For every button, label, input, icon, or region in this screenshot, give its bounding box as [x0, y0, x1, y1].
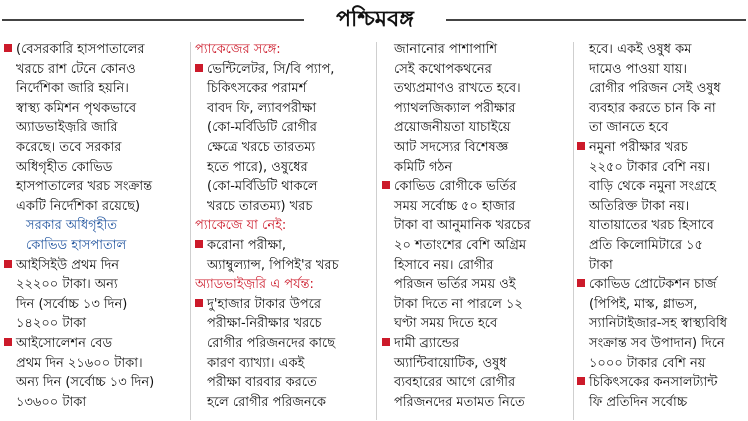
line-text: কারণ ব্যাখ্যা। একই: [207, 355, 305, 371]
body-text-line: [382, 79, 570, 99]
line-text: খরচে রাশ টেনে কোনও: [16, 61, 136, 77]
line-text: চিকিৎসকের কনসালট্যান্ট: [589, 375, 718, 391]
body-text-line: [382, 334, 570, 354]
line-text: কোভিড প্রোটেকশন চার্জ: [589, 277, 717, 293]
line-text: ২০ শতাংশের বেশি অগ্রিম: [394, 237, 527, 253]
article-column-4: [577, 40, 747, 420]
line-text: হাসপাতালের খরচ সংক্রান্ত: [16, 179, 153, 195]
body-text-line: [195, 99, 372, 119]
line-text: ভেন্টিলেটর, সি/বি প্যাপ,: [207, 61, 335, 77]
line-text: বাবদ ফি, ল্যাবপরীক্ষা: [207, 100, 317, 116]
line-text: আইসিইউ প্রথম দিন: [16, 257, 120, 273]
body-text-line: [4, 256, 187, 276]
body-text-line: [4, 40, 187, 60]
body-text-line: [4, 60, 187, 80]
section-title: পশ্চিমবঙ্গ: [336, 6, 414, 32]
body-text-line: [382, 118, 570, 138]
line-text: করেছে। তবে সরকার: [16, 139, 122, 155]
line-text: অ্যাডভাইজ়রি এ পর্যন্ত:: [195, 277, 314, 293]
body-text-line: [577, 314, 747, 334]
line-text: ১৪২০০ টাকা: [16, 316, 87, 332]
body-text-line: [382, 177, 570, 197]
article-column-1: [4, 40, 187, 420]
body-text-line: [195, 236, 372, 256]
body-text-line: [195, 295, 372, 315]
line-text: পরিজন ভর্তির সময় ওই: [394, 277, 516, 293]
body-text-line: [382, 314, 570, 334]
body-text-line: [4, 197, 187, 217]
bullet-square-icon: [4, 260, 12, 268]
line-text: ১৩৬০০ টাকা: [16, 394, 87, 410]
body-text-line: [577, 99, 747, 119]
body-text-line: [195, 197, 372, 217]
body-text-line: [382, 275, 570, 295]
line-text: আইসোলেশন বেড: [16, 335, 113, 351]
line-text: (কো-মর্বিডিটি রোগীর: [207, 120, 317, 136]
bullet-square-icon: [195, 240, 203, 248]
sub-heading: [195, 216, 372, 236]
line-text: প্যাকেজে যা নেই:: [195, 218, 287, 234]
body-text-line: [4, 334, 187, 354]
body-text-line: [577, 334, 747, 354]
line-text: দামী ব্র্যান্ডের: [394, 335, 460, 351]
line-text: অন্য দিন (সর্বোচ্চ ১৩ দিন): [16, 375, 155, 391]
article-column-2: [195, 40, 372, 420]
line-text: আট সদস্যের বিশেষজ্ঞ: [394, 139, 509, 155]
column-divider: [376, 42, 377, 420]
body-text-line: [4, 393, 187, 413]
body-text-line: [382, 40, 570, 60]
body-text-line: [382, 354, 570, 374]
highlighted-caption: [4, 236, 187, 256]
body-text-line: [382, 236, 570, 256]
line-text: দু'হাজার টাকার উপরে: [207, 296, 322, 312]
line-text: প্রতি কিলোমিটারে ১৫: [589, 237, 703, 253]
bullet-square-icon: [4, 44, 12, 52]
sub-heading: [195, 40, 372, 60]
line-text: ২২৫০ টাকার বেশি নয়।: [589, 159, 711, 175]
sub-heading: [195, 275, 372, 295]
body-text-line: [577, 177, 747, 197]
line-text: প্রয়োজনীয়তা যাচাইয়ে: [394, 120, 511, 136]
line-text: দিন (সর্বোচ্চ ১৩ দিন): [16, 296, 128, 312]
line-text: টাকা দিতে না পারলে ১২: [394, 296, 523, 312]
body-text-line: [4, 118, 187, 138]
line-text: হলে রোগীর পরিজনকে: [207, 394, 326, 410]
line-text: করোনা পরীক্ষা,: [207, 237, 287, 253]
body-text-line: [382, 295, 570, 315]
bullet-square-icon: [4, 338, 12, 346]
body-text-line: [4, 295, 187, 315]
line-text: জানানোর পাশাপাশি: [394, 42, 498, 57]
line-text: অতিরিক্ত টাকা নয়।: [589, 198, 690, 214]
body-text-line: [195, 393, 372, 413]
line-text: সংক্রান্ত সব উপাদান) দিনে: [589, 335, 725, 351]
body-text-line: [382, 197, 570, 217]
line-text: ২২২০০ টাকা। অন্য: [16, 277, 118, 293]
body-text-line: [577, 118, 747, 138]
body-text-line: [577, 138, 747, 158]
line-text: ক্ষেত্রে খরচে তারতম্য: [207, 139, 316, 155]
body-text-line: [4, 158, 187, 178]
line-text: খরচে তারতম্য) খরচ: [207, 198, 313, 214]
body-text-line: [382, 138, 570, 158]
line-text: ১০০০ টাকার বেশি নয়: [589, 355, 706, 371]
line-text: রোগীর পরিজনদের কাছে: [207, 335, 336, 351]
line-text: ঘণ্টা সময় দিতে হবে: [394, 316, 498, 332]
bullet-square-icon: [382, 338, 390, 346]
line-text: বাড়ি থেকে নমুনা সংগ্রহে: [589, 179, 716, 195]
article-column-3: [382, 40, 570, 420]
line-text: পরীক্ষা বারবার করতে: [207, 375, 317, 391]
body-text-line: [195, 256, 372, 276]
highlighted-caption: [4, 216, 187, 236]
line-text: প্যাকেজের সঙ্গে:: [195, 42, 281, 57]
line-text: কোভিড হাসপাতাল: [26, 237, 127, 253]
line-text: স্যানিটাইজার-সহ স্বাস্থ্যবিধি: [589, 316, 728, 332]
body-text-line: [382, 393, 570, 413]
line-text: অ্যান্টিবায়োটিক, ওষুধ: [394, 355, 507, 371]
body-text-line: [577, 354, 747, 374]
column-divider: [573, 42, 574, 420]
body-text-line: [577, 393, 747, 413]
line-text: ফি প্রতিদিন সর্বোচ্চ: [589, 394, 688, 410]
body-text-line: [4, 354, 187, 374]
body-text-line: [577, 373, 747, 393]
line-text: হতে পারে), ওষুধের: [207, 159, 308, 175]
body-text-line: [195, 354, 372, 374]
body-text-line: [577, 40, 747, 60]
body-text-line: [195, 79, 372, 99]
column-divider: [190, 42, 191, 420]
body-text-line: [577, 275, 747, 295]
line-text: টাকা বা আনুমানিক খরচের: [394, 218, 531, 234]
line-text: সেই কথোপকথনের: [394, 61, 492, 77]
body-text-line: [4, 79, 187, 99]
bullet-square-icon: [195, 299, 203, 307]
line-text: অ্যাম্বুল্যান্স, পিপিই'র খরচ: [207, 257, 339, 273]
line-text: কমিটি গঠন: [394, 159, 453, 175]
bullet-square-icon: [577, 377, 585, 385]
body-text-line: [577, 256, 747, 276]
line-text: অধিগৃহীত কোভিড: [16, 159, 113, 175]
line-text: (কো-মর্বিডিটি থাকলে: [207, 179, 318, 195]
line-text: দামেও পাওয়া যায়।: [589, 61, 688, 77]
line-text: সময় সর্বোচ্চ ৫০ হাজার: [394, 198, 516, 214]
line-text: ব্যবহার করতে চান কি না: [589, 100, 716, 116]
body-text-line: [4, 275, 187, 295]
bullet-square-icon: [577, 142, 585, 150]
body-text-line: [4, 138, 187, 158]
line-text: একটি নির্দেশিকা রয়েছে): [16, 198, 141, 214]
line-text: প্যাথলজিক্যাল পরীক্ষার: [394, 100, 516, 116]
body-text-line: [195, 118, 372, 138]
line-text: রোগীর পরিজন সেই ওষুধ: [589, 81, 721, 97]
body-text-line: [195, 334, 372, 354]
line-text: পরীক্ষা-নিরীক্ষার খরচে: [207, 316, 322, 332]
line-text: পরিজনদের মতামত নিতে: [394, 394, 525, 410]
body-text-line: [382, 158, 570, 178]
line-text: তথ্যপ্রমাণও রাখতে হবে।: [394, 81, 521, 97]
line-text: চিকিৎসকের পরামর্শ: [207, 81, 307, 97]
body-text-line: [577, 79, 747, 99]
body-text-line: [195, 138, 372, 158]
body-text-line: [195, 373, 372, 393]
body-text-line: [577, 197, 747, 217]
body-text-line: [382, 373, 570, 393]
bullet-square-icon: [195, 64, 203, 72]
body-text-line: [382, 60, 570, 80]
line-text: নমুনা পরীক্ষার খরচ: [589, 139, 688, 155]
line-text: তা জানতে হবে: [589, 120, 669, 136]
line-text: টাকা: [589, 257, 613, 273]
line-text: প্রথম দিন ২১৬০০ টাকা।: [16, 355, 143, 371]
body-text-line: [577, 216, 747, 236]
body-text-line: [195, 158, 372, 178]
body-text-line: [382, 256, 570, 276]
line-text: স্বাস্থ্য কমিশন পৃথকভাবে: [16, 100, 137, 116]
body-text-line: [195, 60, 372, 80]
masthead-rule-left: [2, 19, 304, 21]
body-text-line: [577, 158, 747, 178]
line-text: কোভিড রোগীকে ভর্তির: [394, 179, 517, 195]
bullet-square-icon: [577, 279, 585, 287]
body-text-line: [382, 216, 570, 236]
body-text-line: [382, 99, 570, 119]
line-text: হিসাবে নয়। রোগীর: [394, 257, 494, 273]
body-text-line: [4, 99, 187, 119]
line-text: যাতায়াতের খরচ হিসাবে: [589, 218, 714, 234]
body-text-line: [577, 60, 747, 80]
bullet-square-icon: [382, 181, 390, 189]
line-text: (বেসরকারি হাসপাতালের: [16, 42, 145, 57]
body-text-line: [577, 295, 747, 315]
section-masthead: [0, 0, 748, 38]
line-text: ব্যবহারের আগে রোগীর: [394, 375, 516, 391]
line-text: (পিপিই, মাস্ক, গ্লাভস,: [589, 296, 698, 312]
line-text: অ্যাডভাইজ়রি জারি: [16, 120, 118, 136]
body-text-line: [4, 373, 187, 393]
body-text-line: [195, 177, 372, 197]
body-text-line: [4, 177, 187, 197]
line-text: নির্দেশিকা জারি হয়নি।: [16, 81, 129, 97]
body-text-line: [4, 314, 187, 334]
body-text-line: [195, 314, 372, 334]
line-text: সরকার অধিগৃহীত: [26, 218, 117, 234]
masthead-rule-right: [446, 19, 746, 21]
body-text-line: [577, 236, 747, 256]
line-text: হবে। একই ওষুধ কম: [589, 42, 692, 57]
